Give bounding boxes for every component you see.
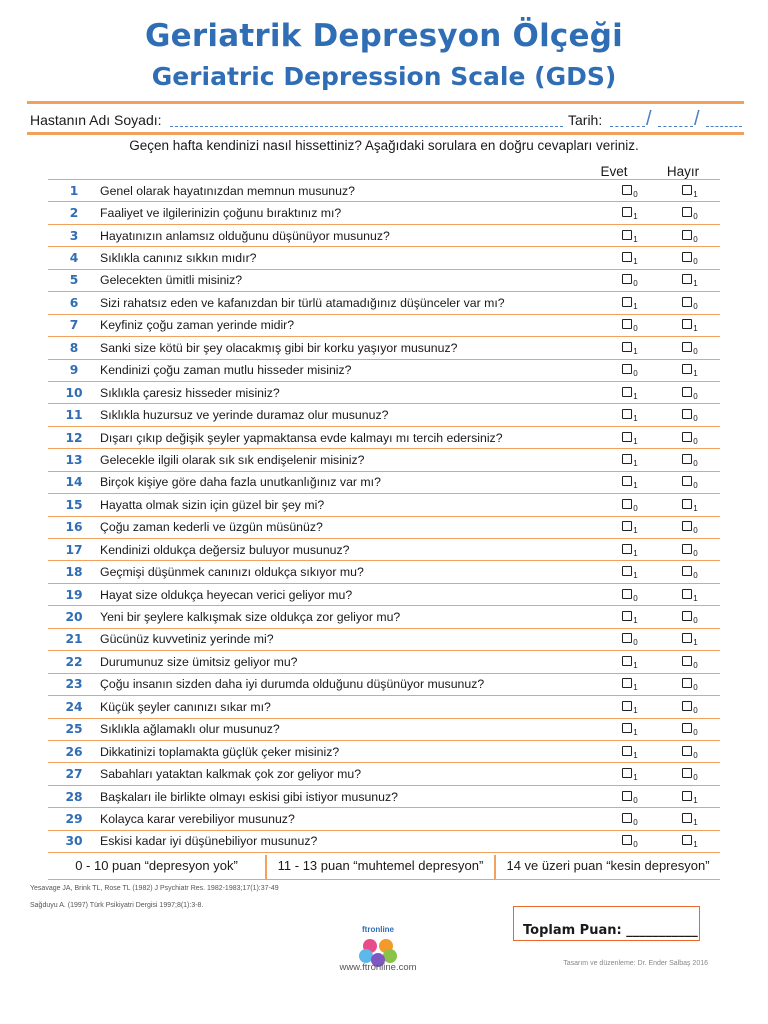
yes-score: 0 bbox=[633, 795, 638, 805]
answer-no-checkbox[interactable] bbox=[660, 606, 720, 628]
answer-no-checkbox[interactable] bbox=[660, 785, 720, 807]
answer-no-checkbox[interactable] bbox=[660, 494, 720, 516]
checkbox-icon[interactable] bbox=[682, 589, 692, 599]
checkbox-icon[interactable] bbox=[622, 835, 632, 845]
no-score: 0 bbox=[693, 660, 698, 670]
answer-no-checkbox[interactable] bbox=[660, 808, 720, 830]
checkbox-icon[interactable] bbox=[682, 364, 692, 374]
question-row bbox=[48, 471, 720, 493]
checkbox-icon[interactable] bbox=[622, 768, 632, 778]
answer-yes-checkbox[interactable] bbox=[600, 404, 660, 426]
no-score: 0 bbox=[693, 683, 698, 693]
question-text: Küçük şeyler canınızı sıkar mı? bbox=[100, 696, 600, 718]
no-score: 0 bbox=[693, 616, 698, 626]
checkbox-icon[interactable] bbox=[622, 364, 632, 374]
date-separator: / bbox=[646, 108, 652, 130]
answer-no-checkbox[interactable] bbox=[660, 247, 720, 269]
date-separator: / bbox=[694, 108, 700, 130]
yes-score: 0 bbox=[633, 324, 638, 334]
column-header-no: Hayır bbox=[666, 164, 700, 179]
answer-yes-checkbox[interactable] bbox=[600, 606, 660, 628]
website-url[interactable]: www.ftronline.com bbox=[339, 962, 417, 973]
yes-score: 1 bbox=[633, 616, 638, 626]
question-row bbox=[48, 202, 720, 224]
question-text: Sanki size kötü bir şey olacakmış gibi bir korku yaşıyor musunuz? bbox=[100, 337, 600, 359]
date-year-field[interactable] bbox=[706, 114, 742, 127]
answer-yes-checkbox[interactable] bbox=[600, 696, 660, 718]
question-row bbox=[48, 449, 720, 471]
question-number: 21 bbox=[48, 628, 100, 650]
checkbox-icon[interactable] bbox=[622, 723, 632, 733]
question-number: 28 bbox=[48, 785, 100, 807]
question-number: 27 bbox=[48, 763, 100, 785]
yes-score: 0 bbox=[633, 840, 638, 850]
no-score: 1 bbox=[693, 840, 698, 850]
checkbox-icon[interactable] bbox=[622, 297, 632, 307]
yes-score: 1 bbox=[633, 346, 638, 356]
question-text: Gelecekle ilgili olarak sık sık endişelenir misiniz? bbox=[100, 449, 600, 471]
no-score: 0 bbox=[693, 705, 698, 715]
question-row bbox=[48, 337, 720, 359]
question-text: Sıklıkla huzursuz ve yerinde duramaz olur musunuz? bbox=[100, 404, 600, 426]
question-number: 12 bbox=[48, 426, 100, 448]
answer-yes-checkbox[interactable] bbox=[600, 292, 660, 314]
no-score: 0 bbox=[693, 458, 698, 468]
no-score: 0 bbox=[693, 234, 698, 244]
checkbox-icon[interactable] bbox=[622, 274, 632, 284]
patient-info-row bbox=[30, 110, 742, 132]
answer-yes-checkbox[interactable] bbox=[600, 180, 660, 202]
checkbox-icon[interactable] bbox=[682, 185, 692, 195]
yes-score: 1 bbox=[633, 683, 638, 693]
checkbox-icon[interactable] bbox=[622, 791, 632, 801]
no-score: 1 bbox=[693, 638, 698, 648]
no-score: 0 bbox=[693, 257, 698, 267]
checkbox-icon[interactable] bbox=[622, 611, 632, 621]
answer-no-checkbox[interactable] bbox=[660, 314, 720, 336]
answer-yes-checkbox[interactable] bbox=[600, 763, 660, 785]
question-row bbox=[48, 247, 720, 269]
answer-no-checkbox[interactable] bbox=[660, 426, 720, 448]
checkbox-icon[interactable] bbox=[622, 544, 632, 554]
answer-no-checkbox[interactable] bbox=[660, 561, 720, 583]
checkbox-icon[interactable] bbox=[682, 297, 692, 307]
question-row bbox=[48, 516, 720, 538]
answer-no-checkbox[interactable] bbox=[660, 583, 720, 605]
question-text: Hayatta olmak sizin için güzel bir şey mi? bbox=[100, 494, 600, 516]
answer-no-checkbox[interactable] bbox=[660, 269, 720, 291]
design-credit: Tasarım ve düzenleme: Dr. Ender Salbaş 2016 bbox=[563, 960, 708, 967]
checkbox-icon[interactable] bbox=[682, 207, 692, 217]
no-score: 0 bbox=[693, 414, 698, 424]
no-score: 0 bbox=[693, 436, 698, 446]
answer-yes-checkbox[interactable] bbox=[600, 808, 660, 830]
answer-yes-checkbox[interactable] bbox=[600, 740, 660, 762]
instructions: Geçen hafta kendinizi nasıl hissettiniz? Aşağıdaki sorulara en doğru cevapları veriniz. bbox=[129, 138, 639, 153]
question-text: Geçmişi düşünmek canınızı oldukça sıkıyor mu? bbox=[100, 561, 600, 583]
question-number: 9 bbox=[48, 359, 100, 381]
answer-no-checkbox[interactable] bbox=[660, 651, 720, 673]
question-row bbox=[48, 718, 720, 740]
logo-text: ftronline bbox=[362, 925, 394, 934]
yes-score: 1 bbox=[633, 391, 638, 401]
yes-score: 0 bbox=[633, 593, 638, 603]
yes-score: 1 bbox=[633, 436, 638, 446]
answer-yes-checkbox[interactable] bbox=[600, 314, 660, 336]
answer-no-checkbox[interactable] bbox=[660, 718, 720, 740]
answer-no-checkbox[interactable] bbox=[660, 539, 720, 561]
answer-no-checkbox[interactable] bbox=[660, 404, 720, 426]
question-number: 23 bbox=[48, 673, 100, 695]
no-score: 0 bbox=[693, 750, 698, 760]
checkbox-icon[interactable] bbox=[682, 499, 692, 509]
question-row bbox=[48, 539, 720, 561]
question-row bbox=[48, 224, 720, 246]
yes-score: 0 bbox=[633, 369, 638, 379]
question-number: 7 bbox=[48, 314, 100, 336]
question-number: 25 bbox=[48, 718, 100, 740]
checkbox-icon[interactable] bbox=[682, 768, 692, 778]
question-text: Eskisi kadar iyi düşünebiliyor musunuz? bbox=[100, 830, 600, 852]
title-english: Geriatric Depression Scale (GDS) bbox=[151, 62, 617, 91]
checkbox-icon[interactable] bbox=[622, 566, 632, 576]
question-row bbox=[48, 314, 720, 336]
answer-yes-checkbox[interactable] bbox=[600, 494, 660, 516]
question-number: 3 bbox=[48, 224, 100, 246]
total-score-box[interactable] bbox=[513, 906, 700, 941]
no-score: 1 bbox=[693, 279, 698, 289]
yes-score: 1 bbox=[633, 301, 638, 311]
yes-score: 1 bbox=[633, 728, 638, 738]
answer-no-checkbox[interactable] bbox=[660, 381, 720, 403]
checkbox-icon[interactable] bbox=[622, 387, 632, 397]
scoring-definite-depression: 14 ve üzeri puan “kesin depresyon” bbox=[506, 858, 710, 873]
yes-score: 1 bbox=[633, 257, 638, 267]
total-score-label: Toplam Puan: ___________ bbox=[523, 923, 698, 938]
answer-no-checkbox[interactable] bbox=[660, 449, 720, 471]
checkbox-icon[interactable] bbox=[682, 544, 692, 554]
yes-score: 1 bbox=[633, 705, 638, 715]
no-score: 0 bbox=[693, 212, 698, 222]
checkbox-icon[interactable] bbox=[682, 566, 692, 576]
checkbox-icon[interactable] bbox=[622, 476, 632, 486]
answer-yes-checkbox[interactable] bbox=[600, 359, 660, 381]
answer-yes-checkbox[interactable] bbox=[600, 673, 660, 695]
checkbox-icon[interactable] bbox=[622, 207, 632, 217]
no-score: 1 bbox=[693, 795, 698, 805]
question-number: 17 bbox=[48, 539, 100, 561]
yes-score: 1 bbox=[633, 234, 638, 244]
question-row bbox=[48, 830, 720, 852]
question-number: 1 bbox=[48, 180, 100, 202]
checkbox-icon[interactable] bbox=[682, 723, 692, 733]
title-turkish: Geriatrik Depresyon Ölçeği bbox=[145, 18, 623, 54]
answer-no-checkbox[interactable] bbox=[660, 471, 720, 493]
answer-yes-checkbox[interactable] bbox=[600, 583, 660, 605]
checkbox-icon[interactable] bbox=[622, 409, 632, 419]
yes-score: 0 bbox=[633, 638, 638, 648]
yes-score: 1 bbox=[633, 571, 638, 581]
answer-no-checkbox[interactable] bbox=[660, 337, 720, 359]
question-row bbox=[48, 628, 720, 650]
question-text: Yeni bir şeylere kalkışmak size oldukça zor geliyor mu? bbox=[100, 606, 600, 628]
question-row bbox=[48, 404, 720, 426]
question-number: 22 bbox=[48, 651, 100, 673]
question-row bbox=[48, 292, 720, 314]
yes-score: 1 bbox=[633, 773, 638, 783]
checkbox-icon[interactable] bbox=[682, 252, 692, 262]
yes-score: 1 bbox=[633, 212, 638, 222]
answer-yes-checkbox[interactable] bbox=[600, 247, 660, 269]
checkbox-icon[interactable] bbox=[622, 746, 632, 756]
no-score: 1 bbox=[693, 324, 698, 334]
answer-yes-checkbox[interactable] bbox=[600, 516, 660, 538]
answer-no-checkbox[interactable] bbox=[660, 180, 720, 202]
answer-yes-checkbox[interactable] bbox=[600, 426, 660, 448]
yes-score: 1 bbox=[633, 481, 638, 491]
question-number: 8 bbox=[48, 337, 100, 359]
patient-name-field[interactable] bbox=[170, 114, 563, 127]
checkbox-icon[interactable] bbox=[622, 432, 632, 442]
answer-no-checkbox[interactable] bbox=[660, 292, 720, 314]
question-row bbox=[48, 808, 720, 830]
question-text: Genel olarak hayatınızdan memnun musunuz? bbox=[100, 180, 600, 202]
question-row bbox=[48, 606, 720, 628]
checkbox-icon[interactable] bbox=[622, 454, 632, 464]
answer-yes-checkbox[interactable] bbox=[600, 337, 660, 359]
checkbox-icon[interactable] bbox=[622, 633, 632, 643]
answer-no-checkbox[interactable] bbox=[660, 673, 720, 695]
answer-no-checkbox[interactable] bbox=[660, 740, 720, 762]
question-row bbox=[48, 561, 720, 583]
question-number: 15 bbox=[48, 494, 100, 516]
question-text: Dikkatinizi toplamakta güçlük çeker misiniz? bbox=[100, 740, 600, 762]
no-score: 0 bbox=[693, 346, 698, 356]
question-text: Durumunuz size ümitsiz geliyor mu? bbox=[100, 651, 600, 673]
yes-score: 1 bbox=[633, 660, 638, 670]
no-score: 1 bbox=[693, 369, 698, 379]
answer-no-checkbox[interactable] bbox=[660, 359, 720, 381]
question-row bbox=[48, 763, 720, 785]
answer-yes-checkbox[interactable] bbox=[600, 202, 660, 224]
checkbox-icon[interactable] bbox=[622, 656, 632, 666]
yes-score: 1 bbox=[633, 414, 638, 424]
question-number: 6 bbox=[48, 292, 100, 314]
scoring-no-depression: 0 - 10 puan “depresyon yok” bbox=[75, 858, 238, 873]
answer-yes-checkbox[interactable] bbox=[600, 269, 660, 291]
question-row bbox=[48, 651, 720, 673]
answer-no-checkbox[interactable] bbox=[660, 696, 720, 718]
no-score: 0 bbox=[693, 728, 698, 738]
question-text: Birçok kişiye göre daha fazla unutkanlığınız var mı? bbox=[100, 471, 600, 493]
answer-yes-checkbox[interactable] bbox=[600, 785, 660, 807]
checkbox-icon[interactable] bbox=[682, 678, 692, 688]
answer-no-checkbox[interactable] bbox=[660, 763, 720, 785]
questions-table bbox=[48, 179, 720, 853]
answer-no-checkbox[interactable] bbox=[660, 628, 720, 650]
no-score: 0 bbox=[693, 526, 698, 536]
reference-2: Sağduyu A. (1997) Türk Psikiyatri Dergisi 1997;8(1):3-8. bbox=[30, 902, 204, 909]
checkbox-icon[interactable] bbox=[682, 791, 692, 801]
answer-no-checkbox[interactable] bbox=[660, 516, 720, 538]
checkbox-icon[interactable] bbox=[682, 633, 692, 643]
header-rule-bottom bbox=[27, 132, 744, 135]
yes-score: 1 bbox=[633, 458, 638, 468]
question-row bbox=[48, 359, 720, 381]
checkbox-icon[interactable] bbox=[622, 499, 632, 509]
question-text: Hayatınızın anlamsız olduğunu düşünüyor musunuz? bbox=[100, 224, 600, 246]
no-score: 0 bbox=[693, 548, 698, 558]
checkbox-icon[interactable] bbox=[682, 432, 692, 442]
no-score: 0 bbox=[693, 571, 698, 581]
answer-yes-checkbox[interactable] bbox=[600, 718, 660, 740]
checkbox-icon[interactable] bbox=[682, 476, 692, 486]
no-score: 0 bbox=[693, 301, 698, 311]
question-text: Çoğu zaman kederli ve üzgün müsünüz? bbox=[100, 516, 600, 538]
checkbox-icon[interactable] bbox=[682, 409, 692, 419]
yes-score: 0 bbox=[633, 503, 638, 513]
checkbox-icon[interactable] bbox=[682, 274, 692, 284]
checkbox-icon[interactable] bbox=[622, 342, 632, 352]
answer-yes-checkbox[interactable] bbox=[600, 628, 660, 650]
answer-no-checkbox[interactable] bbox=[660, 224, 720, 246]
yes-score: 1 bbox=[633, 750, 638, 760]
checkbox-icon[interactable] bbox=[682, 387, 692, 397]
checkbox-icon[interactable] bbox=[622, 589, 632, 599]
yes-score: 1 bbox=[633, 548, 638, 558]
checkbox-icon[interactable] bbox=[622, 813, 632, 823]
checkbox-icon[interactable] bbox=[682, 701, 692, 711]
answer-yes-checkbox[interactable] bbox=[600, 471, 660, 493]
question-row bbox=[48, 269, 720, 291]
column-header-yes: Evet bbox=[600, 164, 628, 179]
question-row bbox=[48, 381, 720, 403]
question-text: Sıklıkla canınız sıkkın mıdır? bbox=[100, 247, 600, 269]
checkbox-icon[interactable] bbox=[622, 319, 632, 329]
question-text: Dışarı çıkıp değişik şeyler yapmaktansa evde kalmayı mı tercih edersiniz? bbox=[100, 426, 600, 448]
question-number: 11 bbox=[48, 404, 100, 426]
checkbox-icon[interactable] bbox=[622, 678, 632, 688]
checkbox-icon[interactable] bbox=[622, 230, 632, 240]
checkbox-icon[interactable] bbox=[622, 521, 632, 531]
yes-score: 0 bbox=[633, 279, 638, 289]
no-score: 0 bbox=[693, 391, 698, 401]
question-number: 5 bbox=[48, 269, 100, 291]
question-number: 29 bbox=[48, 808, 100, 830]
question-text: Faaliyet ve ilgilerinizin çoğunu bıraktınız mı? bbox=[100, 202, 600, 224]
date-month-field[interactable] bbox=[658, 114, 693, 127]
question-text: Keyfiniz çoğu zaman yerinde midir? bbox=[100, 314, 600, 336]
answer-yes-checkbox[interactable] bbox=[600, 561, 660, 583]
question-text: Başkaları ile birlikte olmayı eskisi gibi istiyor musunuz? bbox=[100, 785, 600, 807]
answer-no-checkbox[interactable] bbox=[660, 830, 720, 852]
question-number: 14 bbox=[48, 471, 100, 493]
no-score: 1 bbox=[693, 593, 698, 603]
checkbox-icon[interactable] bbox=[682, 521, 692, 531]
question-number: 10 bbox=[48, 381, 100, 403]
question-row bbox=[48, 426, 720, 448]
question-text: Kolayca karar verebiliyor musunuz? bbox=[100, 808, 600, 830]
checkbox-icon[interactable] bbox=[682, 342, 692, 352]
question-number: 30 bbox=[48, 830, 100, 852]
checkbox-icon[interactable] bbox=[622, 252, 632, 262]
checkbox-icon[interactable] bbox=[682, 813, 692, 823]
question-number: 16 bbox=[48, 516, 100, 538]
question-row bbox=[48, 740, 720, 762]
no-score: 0 bbox=[693, 481, 698, 491]
question-number: 24 bbox=[48, 696, 100, 718]
question-text: Gelecekten ümitli misiniz? bbox=[100, 269, 600, 291]
question-text: Hayat size oldukça heyecan verici geliyor mu? bbox=[100, 583, 600, 605]
answer-yes-checkbox[interactable] bbox=[600, 449, 660, 471]
reference-1: Yesavage JA, Brink TL, Rose TL (1982) J Psychiatr Res. 1982-1983;17(1):37-49 bbox=[30, 885, 279, 892]
question-number: 19 bbox=[48, 583, 100, 605]
question-row bbox=[48, 785, 720, 807]
no-score: 0 bbox=[693, 773, 698, 783]
question-number: 20 bbox=[48, 606, 100, 628]
scoring-probable-depression: 11 - 13 puan “muhtemel depresyon” bbox=[277, 858, 484, 873]
answer-yes-checkbox[interactable] bbox=[600, 381, 660, 403]
date-day-field[interactable] bbox=[610, 114, 645, 127]
question-text: Sıklıkla ağlamaklı olur musunuz? bbox=[100, 718, 600, 740]
question-text: Sıklıkla çaresiz hisseder misiniz? bbox=[100, 381, 600, 403]
yes-score: 0 bbox=[633, 189, 638, 199]
question-number: 18 bbox=[48, 561, 100, 583]
question-number: 2 bbox=[48, 202, 100, 224]
checkbox-icon[interactable] bbox=[682, 611, 692, 621]
question-number: 26 bbox=[48, 740, 100, 762]
scoring-legend bbox=[48, 855, 720, 880]
yes-score: 1 bbox=[633, 526, 638, 536]
question-number: 4 bbox=[48, 247, 100, 269]
question-row bbox=[48, 494, 720, 516]
question-row bbox=[48, 673, 720, 695]
answer-yes-checkbox[interactable] bbox=[600, 539, 660, 561]
checkbox-icon[interactable] bbox=[682, 454, 692, 464]
question-row bbox=[48, 583, 720, 605]
question-text: Kendinizi çoğu zaman mutlu hisseder misiniz? bbox=[100, 359, 600, 381]
yes-score: 0 bbox=[633, 817, 638, 827]
answer-yes-checkbox[interactable] bbox=[600, 224, 660, 246]
no-score: 1 bbox=[693, 503, 698, 513]
answer-yes-checkbox[interactable] bbox=[600, 651, 660, 673]
checkbox-icon[interactable] bbox=[682, 835, 692, 845]
checkbox-icon[interactable] bbox=[682, 656, 692, 666]
checkbox-icon[interactable] bbox=[682, 746, 692, 756]
question-text: Kendinizi oldukça değersiz buluyor musunuz? bbox=[100, 539, 600, 561]
checkbox-icon[interactable] bbox=[682, 230, 692, 240]
question-text: Çoğu insanın sizden daha iyi durumda olduğunu düşünüyor musunuz? bbox=[100, 673, 600, 695]
checkbox-icon[interactable] bbox=[622, 185, 632, 195]
question-number: 13 bbox=[48, 449, 100, 471]
answer-yes-checkbox[interactable] bbox=[600, 830, 660, 852]
patient-name-label: Hastanın Adı Soyadı: bbox=[30, 112, 162, 128]
no-score: 1 bbox=[693, 817, 698, 827]
checkbox-icon[interactable] bbox=[622, 701, 632, 711]
question-text: Gücünüz kuvvetiniz yerinde mi? bbox=[100, 628, 600, 650]
date-label: Tarih: bbox=[568, 112, 603, 128]
question-row bbox=[48, 696, 720, 718]
checkbox-icon[interactable] bbox=[682, 319, 692, 329]
question-text: Sizi rahatsız eden ve kafanızdan bir türlü atamadığınız düşünceler var mı? bbox=[100, 292, 600, 314]
no-score: 1 bbox=[693, 189, 698, 199]
question-text: Sabahları yataktan kalkmak çok zor geliyor mu? bbox=[100, 763, 600, 785]
header-rule-top bbox=[27, 101, 744, 104]
question-row bbox=[48, 180, 720, 202]
answer-no-checkbox[interactable] bbox=[660, 202, 720, 224]
